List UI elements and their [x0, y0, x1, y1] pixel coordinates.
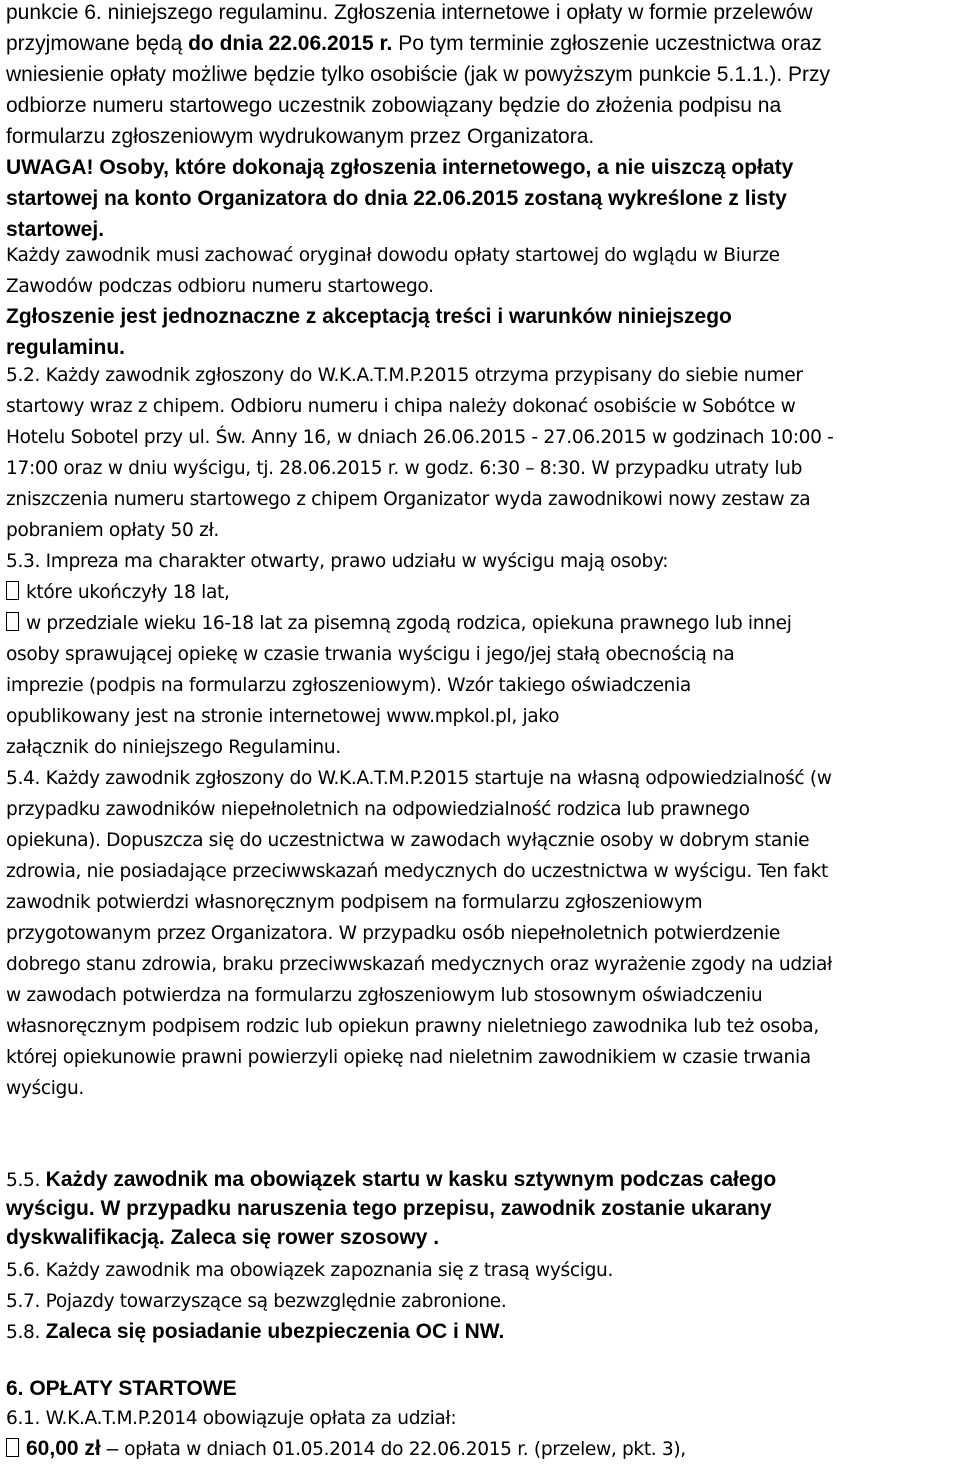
- text-line: [6, 186, 787, 212]
- text-segment: przyjmowane będą: [6, 32, 189, 55]
- text-line: [6, 242, 780, 269]
- text-segment: zawodnik potwierdzi własnoręcznym podpisem na formularzu zgłoszeniowym: [6, 892, 703, 913]
- text-segment: Hotelu Sobotel przy ul. Św. Anny 16, w dniach 26.06.2015 - 27.06.2015 w godzinach 10:00 -: [6, 427, 834, 448]
- text-line: [6, 273, 434, 300]
- text-segment: w przedziale wieku 16-18 lat za pisemną zgodą rodzica, opiekuna prawnego lub innej: [26, 613, 792, 634]
- text-segment: pobraniem opłaty 50 zł.: [6, 520, 219, 541]
- bold-text: regulaminu.: [6, 336, 126, 359]
- text-line: [6, 304, 732, 330]
- text-line: [6, 393, 795, 420]
- text-line: [6, 1257, 613, 1284]
- text-segment: Zawodów podczas odbioru numeru startowego.: [6, 276, 434, 297]
- checkbox-bullet-icon: [6, 612, 19, 631]
- text-line: [6, 765, 832, 792]
- checkbox-bullet-icon: [6, 581, 19, 600]
- text-line: [6, 93, 781, 119]
- text-line: [6, 920, 780, 947]
- text-line: [6, 1167, 776, 1194]
- text-segment: własnoręcznym podpisem rodzic lub opiekun prawny nieletniego zawodnika lub też osoba,: [6, 1016, 819, 1037]
- text-line: [6, 335, 125, 361]
- text-line: [6, 672, 691, 699]
- text-segment: –: [100, 1437, 125, 1460]
- bold-text: startowej na konto Organizatora do dnia 22.06.2015 zostaną wykreślone z listy: [6, 187, 787, 210]
- text-line: [6, 1225, 439, 1251]
- text-line: [6, 1044, 811, 1071]
- text-segment: zdrowia, nie posiadające przeciwwskazań medycznych do uczestnictwa w wyścigu. Ten fakt: [6, 861, 828, 882]
- checkbox-bullet-icon: [6, 1438, 19, 1457]
- bold-text: dyskwalifikacją. Zaleca się rower szosowy .: [6, 1226, 440, 1249]
- text-line: [6, 982, 762, 1009]
- text-segment: punkcie 6. niniejszego regulaminu. Zgłoszenia internetowe i opłaty w formie przelewów: [6, 1, 813, 24]
- text-line: [6, 0, 813, 26]
- text-segment: 5.6. Każdy zawodnik ma obowiązek zapoznania się z trasą wyścigu.: [6, 1260, 614, 1281]
- text-line: [6, 579, 230, 606]
- text-segment: odbiorze numeru startowego uczestnik zobowiązany będzie do złożenia podpisu na: [6, 94, 782, 117]
- text-line: [6, 1196, 772, 1222]
- text-segment: wniesienie opłaty możliwe będzie tylko osobiście (jak w powyższym punkcie 5.1.1.).: [6, 63, 789, 86]
- text-segment: 5.4. Każdy zawodnik zgłoszony do W.K.A.T.M.P.2015 startuje na własną odpowiedzialność (w: [6, 768, 832, 789]
- text-line: [6, 1376, 237, 1402]
- bold-text: Każdy zawodnik ma obowiązek startu w kasku sztywnym podczas całego: [45, 1168, 777, 1191]
- text-segment: Każdy zawodnik musi zachować oryginał dowodu opłaty startowej do wglądu w Biurze: [6, 245, 780, 266]
- text-segment: załącznik do niniejszego Regulaminu.: [6, 737, 341, 758]
- text-line: [6, 31, 822, 57]
- text-line: [6, 424, 834, 451]
- text-segment: formularzu zgłoszeniowym wydrukowanym przez Organizatora.: [6, 125, 595, 148]
- text-line: [6, 517, 219, 544]
- bold-text: Zaleca się posiadanie ubezpieczenia OC i NW.: [45, 1320, 505, 1343]
- text-segment: 17:00 oraz w dniu wyścigu, tj. 28.06.2015 r. w godz. 6:30 – 8:30. W przypadku utraty lub: [6, 458, 803, 479]
- text-segment: opiekuna). Dopuszcza się do uczestnictwa w zawodach wyłącznie osoby w dobrym stanie: [6, 830, 810, 851]
- text-line: [6, 217, 104, 243]
- text-line: [6, 486, 810, 513]
- text-line: [6, 734, 341, 761]
- text-line: [6, 62, 830, 88]
- text-segment: przygotowanym przez Organizatora. W przypadku osób niepełnoletnich potwierdzenie: [6, 923, 780, 944]
- text-line: [6, 1075, 84, 1102]
- text-line: [6, 1013, 819, 1040]
- text-line: [6, 796, 750, 823]
- text-line: [6, 1405, 456, 1432]
- bold-text: 6. OPŁATY STARTOWE: [6, 1377, 237, 1400]
- text-segment: imprezie (podpis na formularzu zgłoszeniowym). Wzór takiego oświadczenia: [6, 675, 691, 696]
- text-line: [6, 641, 734, 668]
- bold-text: do dnia 22.06.2015 r.: [188, 32, 393, 55]
- bold-text: startowej.: [6, 218, 105, 241]
- text-line: [6, 455, 802, 482]
- text-segment: 5.7. Pojazdy towarzyszące są bezwzględnie zabronione.: [6, 1291, 507, 1312]
- text-line: [6, 124, 594, 150]
- text-segment: wyścigu.: [6, 1078, 84, 1099]
- text-segment: 5.5.: [6, 1170, 46, 1191]
- text-segment: opłata w dniach 01.05.2014 do 22.06.2015 r. (przelew, pkt. 3),: [124, 1439, 686, 1460]
- text-segment: osoby sprawującej opiekę w czasie trwania wyścigu i jego/jej stałą obecnością na: [6, 644, 735, 665]
- text-line: [6, 1436, 686, 1463]
- text-segment: przypadku zawodników niepełnoletnich na odpowiedzialność rodzica lub prawnego: [6, 799, 750, 820]
- text-line: [6, 827, 809, 854]
- text-line: [6, 362, 803, 389]
- text-line: [6, 1319, 504, 1346]
- text-line: [6, 610, 792, 637]
- text-line: [6, 1288, 506, 1315]
- text-line: [6, 858, 828, 885]
- bold-text: 60,00 zł: [26, 1437, 101, 1460]
- text-segment: której opiekunowie prawni powierzyli opiekę nad nieletnim zawodnikiem w czasie trwania: [6, 1047, 811, 1068]
- bold-text: wyścigu. W przypadku naruszenia tego przepisu, zawodnik zostanie ukarany: [6, 1197, 772, 1220]
- bold-text: Zgłoszenie jest jednoznaczne z akceptacją treści i warunków niniejszego: [6, 305, 732, 328]
- text-line: [6, 951, 832, 978]
- text-segment: zniszczenia numeru startowego z chipem Organizator wyda zawodnikowi nowy zestaw za: [6, 489, 811, 510]
- text-line: [6, 889, 702, 916]
- bold-text: UWAGA! Osoby, które dokonają zgłoszenia internetowego, a nie uiszczą opłaty: [6, 156, 794, 179]
- text-segment: 5.3. Impreza ma charakter otwarty, prawo udziału w wyścigu mają osoby:: [6, 551, 669, 572]
- text-segment: startowy wraz z chipem. Odbioru numeru i chipa należy dokonać osobiście w Sobótce w: [6, 396, 796, 417]
- text-segment: 5.2. Każdy zawodnik zgłoszony do W.K.A.T.M.P.2015 otrzyma przypisany do siebie numer: [6, 365, 803, 386]
- text-line: [6, 548, 668, 575]
- text-segment: dobrego stanu zdrowia, braku przeciwwskazań medycznych oraz wyrażenie zgody na udział: [6, 954, 832, 975]
- text-segment: 5.8.: [6, 1322, 46, 1343]
- text-segment: w zawodach potwierdza na formularzu zgłoszeniowym lub stosownym oświadczeniu: [6, 985, 763, 1006]
- text-segment: które ukończyły 18 lat,: [26, 582, 230, 603]
- text-segment: Przy: [788, 63, 831, 86]
- text-segment: opublikowany jest na stronie internetowej www.mpkol.pl, jako: [6, 706, 560, 727]
- text-segment: Po tym terminie zgłoszenie uczestnictwa oraz: [392, 32, 822, 55]
- text-line: [6, 703, 559, 730]
- text-segment: 6.1. W.K.A.T.M.P.2014 obowiązuje opłata za udział:: [6, 1408, 457, 1429]
- text-line: [6, 155, 793, 181]
